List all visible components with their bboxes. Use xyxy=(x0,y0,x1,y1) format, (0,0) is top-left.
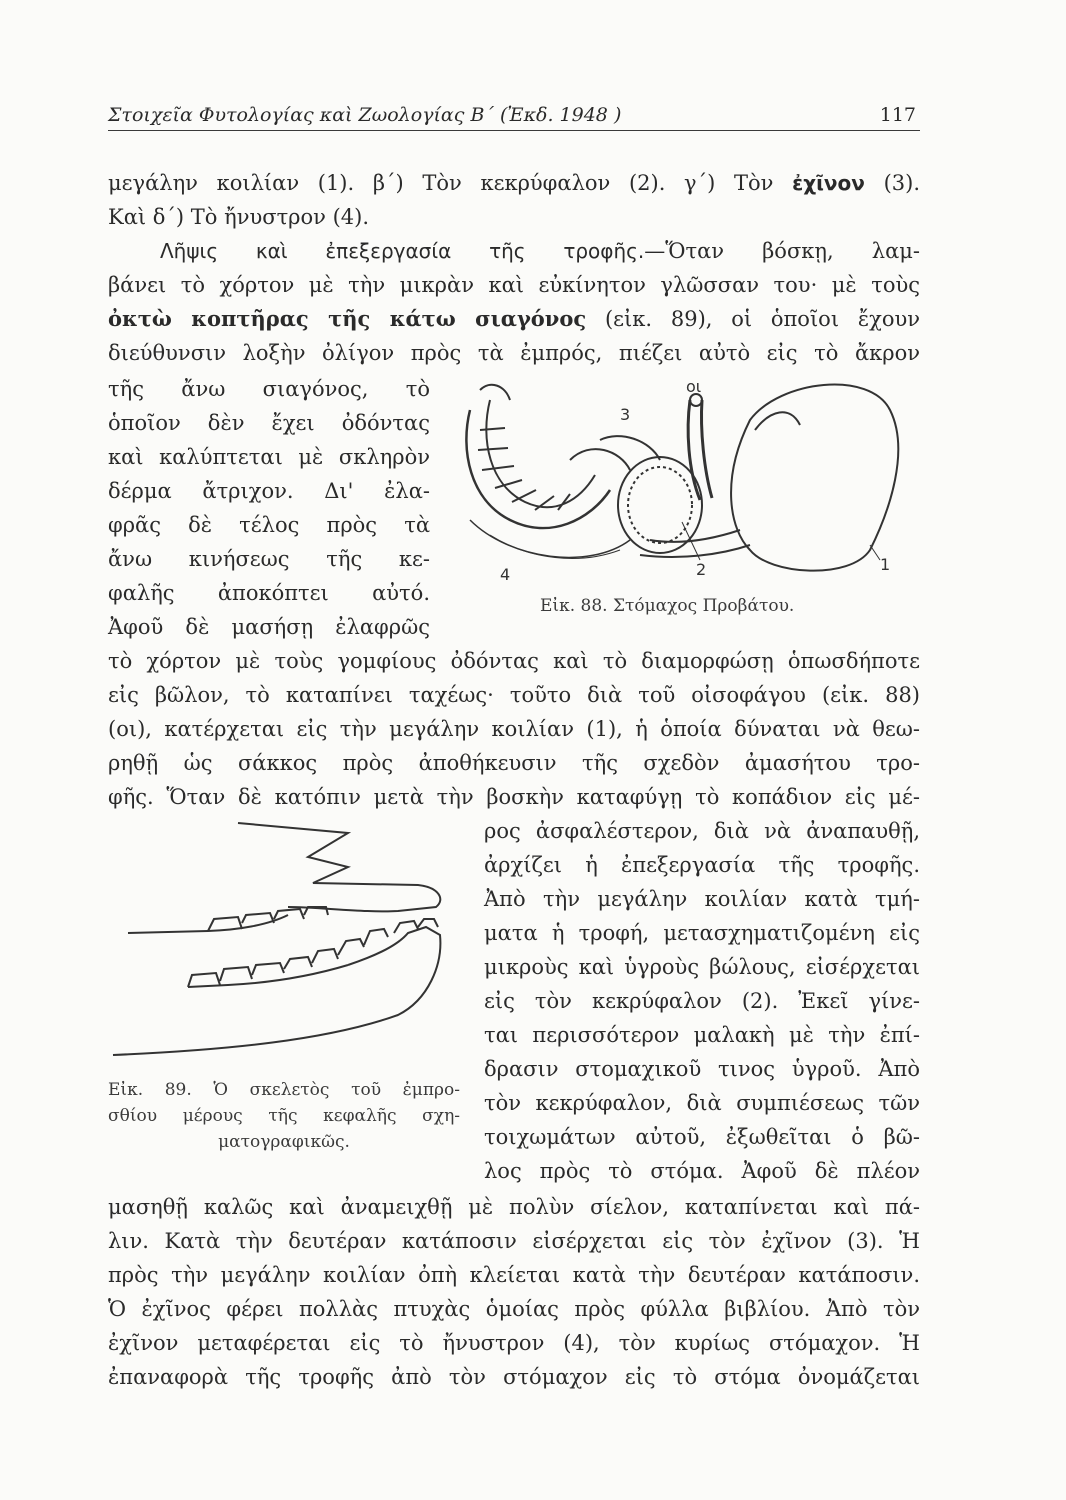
text-line: δρασιν στομαχικοῦ τινος ὑγροῦ. Ἀπὸ xyxy=(484,1057,920,1081)
figure-89-caption-line: Εἰκ. 89. Ὁ σκελετὸς τοῦ ἐμπρο- xyxy=(108,1080,460,1100)
text-line: πρὸς τὴν μεγάλην κοιλίαν ὀπὴ κλείεται κατὰ τὴν δευτέραν κατάποσιν. xyxy=(108,1263,920,1287)
text-line: λος πρὸς τὸ στόμα. Ἀφοῦ δὲ πλέον xyxy=(484,1159,920,1183)
text-line xyxy=(160,234,920,268)
text-line: διεύθυνσιν λοξὴν ὀλίγον πρὸς τὰ ἐμπρός, πιέζει αὐτὸ εἰς τὸ ἄκρον xyxy=(108,341,920,365)
text-line: δέρμα ἄτριχον. Δι' ἐλα- xyxy=(108,479,430,503)
text-line: ἐπαναφορὰ τῆς τροφῆς ἀπὸ τὸν στόμαχον εἰς τὸ στόμα ὀνομάζεται xyxy=(108,1365,920,1389)
text-line: φαλῆς ἀποκόπτει αὐτό. xyxy=(108,581,430,605)
text-line: λιν. Κατὰ τὴν δευτέραν κατάποσιν εἰσέρχεται εἰς τὸν ἐχῖνον (3). Ἡ xyxy=(108,1229,920,1253)
text-line: τὸ χόρτον μὲ τοὺς γομφίους ὀδόντας καὶ τὸ διαμορφώσῃ ὁπωσδήποτε xyxy=(108,649,920,673)
text-line: Ἀπὸ τὴν μεγάλην κοιλίαν κατὰ τμή- xyxy=(484,887,920,911)
text-line: ρος ἀσφαλέστερον, διὰ νὰ ἀναπαυθῇ, xyxy=(484,819,920,843)
bold-term: ἐχῖνον xyxy=(792,171,865,195)
figure-89-caption-line: σθίου μέρους τῆς κεφαλῆς σχη- xyxy=(108,1106,460,1126)
text-line xyxy=(108,302,920,336)
text-line: ται περισσότερον μαλακὴ μὲ τὴν ἐπί- xyxy=(484,1023,920,1047)
text-line: (οι), κατέρχεται εἰς τὴν μεγάλην κοιλίαν (1), ἡ ὁποία δύναται νὰ θεω- xyxy=(108,717,920,741)
text-line: ρηθῇ ὡς σάκκος πρὸς ἀποθήκευσιν τῆς σχεδὸν ἀμασήτου τρο- xyxy=(108,751,920,775)
text-line: ἐχῖνον μεταφέρεται εἰς τὸ ἤνυστρον (4), τὸν κυρίως στόμαχον. Ἡ xyxy=(108,1331,920,1355)
text-line: εἰς βῶλον, τὸ καταπίνει ταχέως· τοῦτο διὰ τοῦ οἰσοφάγου (εἰκ. 88) xyxy=(108,683,920,707)
text-line xyxy=(108,166,920,200)
text-span: (εἰκ. 89), οἱ ὁποῖοι ἔχουν xyxy=(604,307,920,331)
bold-term: ὀκτὼ κοπτῆρας τῆς κάτω σιαγόνος xyxy=(108,306,587,331)
figure-88-label-oi: οι xyxy=(686,377,702,396)
section-heading: Λῆψις καὶ ἐπεξεργασία τῆς τροφῆς. xyxy=(160,239,645,263)
text-line: Καὶ δ΄) Τὸ ἤνυστρον (4). xyxy=(108,205,370,229)
text-span: μεγάλην κοιλίαν (1). β΄) Τὸν κεκρύφαλον (2). γ΄) Τὸν xyxy=(108,171,774,195)
text-line: ἀρχίζει ἡ ἐπεξεργασία τῆς τροφῆς. xyxy=(484,853,920,877)
text-line: βάνει τὸ χόρτον μὲ τὴν μικρὰν καὶ εὐκίνητον γλῶσσαν του· μὲ τοὺς xyxy=(108,273,920,297)
figure-88-label-2: 2 xyxy=(696,560,707,579)
text-line: φρᾶς δὲ τέλος πρὸς τὰ xyxy=(108,513,430,537)
figure-89-caption-line: ματογραφικῶς. xyxy=(218,1132,350,1152)
text-line: τοιχωμάτων αὐτοῦ, ἐξωθεῖται ὁ βῶ- xyxy=(484,1125,920,1149)
figure-88-caption: Εἰκ. 88. Στόμαχος Προβάτου. xyxy=(540,596,795,616)
text-span: (3). xyxy=(883,171,920,195)
running-header xyxy=(108,100,920,131)
text-line: τῆς ἄνω σιαγόνος, τὸ xyxy=(108,377,430,401)
text-line: μασηθῇ καλῶς καὶ ἀναμειχθῇ μὲ πολὺν σίελον, καταπίνεται καὶ πά- xyxy=(108,1195,920,1219)
text-line: ἄνω κινήσεως τῆς κε- xyxy=(108,547,430,571)
figure-88-label-1: 1 xyxy=(880,555,891,574)
text-line: καὶ καλύπτεται μὲ σκληρὸν xyxy=(108,445,430,469)
text-line: μικροὺς καὶ ὑγροὺς βώλους, εἰσέρχεται xyxy=(484,955,920,979)
text-line: ὁποῖον δὲν ἔχει ὀδόντας xyxy=(108,411,430,435)
text-line: Ὁ ἐχῖνος φέρει πολλὰς πτυχὰς ὁμοίας πρὸς φύλλα βιβλίου. Ἀπὸ τὸν xyxy=(108,1297,920,1321)
figure-88-stomach-drawing xyxy=(450,370,920,590)
text-line: φῆς. Ὅταν δὲ κατόπιν μετὰ τὴν βοσκὴν καταφύγῃ τὸ κοπάδιον εἰς μέ- xyxy=(108,785,920,809)
text-line: εἰς τὸν κεκρύφαλον (2). Ἐκεῖ γίνε- xyxy=(484,989,920,1013)
text-line: Ἀφοῦ δὲ μασήσῃ ἐλαφρῶς xyxy=(108,615,430,639)
text-span: —Ὅταν βόσκῃ, λαμ- xyxy=(644,239,920,263)
text-line: τὸν κεκρύφαλον, διὰ συμπιέσεως τῶν xyxy=(484,1091,920,1115)
header-title: Στοιχεῖα Φυτολογίας καὶ Ζωολογίας Β΄ (Ἐκδ. 1948 ) xyxy=(108,104,622,126)
page-number: 117 xyxy=(879,104,916,126)
figure-88-label-4: 4 xyxy=(500,565,511,584)
figure-88-label-3: 3 xyxy=(620,405,631,424)
figure-89-skull-drawing xyxy=(108,815,468,1065)
text-line: ματα ἡ τροφή, μετασχηματιζομένη εἰς xyxy=(484,921,920,945)
